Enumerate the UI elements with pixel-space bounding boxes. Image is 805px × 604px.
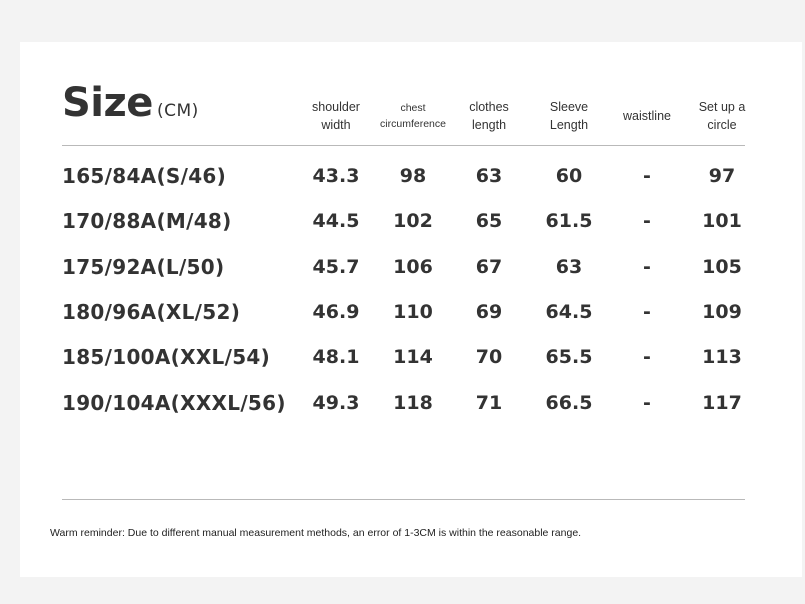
cell-waist: -: [643, 392, 651, 414]
column-header-line: shoulder: [312, 100, 360, 114]
cell-clothes: 69: [475, 301, 503, 323]
cell-sleeve: 64.5: [545, 301, 593, 323]
column-header-line: Set up a: [698, 100, 746, 114]
cell-circle: 117: [702, 392, 742, 414]
cell-clothes: 63: [475, 165, 503, 187]
column-header-line: waistline: [623, 109, 671, 123]
table-bottom-divider: [62, 499, 745, 500]
cell-clothes: 70: [475, 346, 503, 368]
column-header-circle: [699, 96, 746, 136]
column-header-line: circumference: [380, 118, 446, 130]
cell-waist: -: [643, 210, 651, 232]
column-header-line: clothes: [469, 100, 509, 114]
size-label: 170/88A(M/48): [62, 209, 232, 233]
cell-chest: 118: [393, 392, 433, 414]
size-label: 185/100A(XXL/54): [62, 345, 271, 369]
cell-shoulder: 49.3: [312, 392, 360, 414]
cell-clothes: 71: [475, 392, 503, 414]
cell-chest: 98: [399, 165, 427, 187]
title-main: Size: [62, 80, 153, 126]
cell-shoulder: 44.5: [312, 210, 360, 232]
cell-shoulder: 46.9: [312, 301, 360, 323]
size-chart-title: [62, 80, 199, 126]
column-header-chest: [380, 96, 446, 136]
cell-waist: -: [643, 301, 651, 323]
cell-chest: 102: [393, 210, 433, 232]
header-divider: [62, 145, 745, 146]
cell-chest: 106: [393, 256, 433, 278]
cell-clothes: 67: [475, 256, 503, 278]
cell-waist: -: [643, 165, 651, 187]
size-label: 175/92A(L/50): [62, 255, 225, 279]
cell-shoulder: 48.1: [312, 346, 360, 368]
cell-circle: 97: [708, 165, 736, 187]
column-header-line: Length: [549, 118, 589, 132]
cell-chest: 110: [393, 301, 433, 323]
column-header-shoulder: [312, 96, 360, 136]
cell-waist: -: [643, 256, 651, 278]
column-header-waist: [623, 96, 671, 136]
column-header-line: width: [321, 118, 351, 132]
cell-waist: -: [643, 346, 651, 368]
warm-reminder-note: Warm reminder: Due to different manual measurement methods, an error of 1-3CM is within the reasonable range.: [50, 527, 582, 539]
column-header-line: circle: [707, 118, 737, 132]
cell-sleeve: 63: [555, 256, 583, 278]
cell-sleeve: 60: [555, 165, 583, 187]
cell-shoulder: 45.7: [312, 256, 360, 278]
column-header-sleeve: [550, 96, 588, 136]
cell-sleeve: 65.5: [545, 346, 593, 368]
cell-circle: 101: [702, 210, 742, 232]
title-unit: (CM): [156, 101, 199, 121]
cell-circle: 113: [702, 346, 742, 368]
size-label: 180/96A(XL/52): [62, 300, 241, 324]
column-header-line: length: [471, 118, 507, 132]
cell-clothes: 65: [475, 210, 503, 232]
cell-circle: 109: [702, 301, 742, 323]
cell-shoulder: 43.3: [312, 165, 360, 187]
size-label: 190/104A(XXXL/56): [62, 391, 286, 415]
column-header-line: chest: [400, 102, 426, 114]
column-header-clothes: [469, 96, 509, 136]
cell-sleeve: 61.5: [545, 210, 593, 232]
cell-circle: 105: [702, 256, 742, 278]
cell-sleeve: 66.5: [545, 392, 593, 414]
cell-chest: 114: [393, 346, 433, 368]
size-label: 165/84A(S/46): [62, 164, 227, 188]
column-header-line: Sleeve: [549, 100, 589, 114]
